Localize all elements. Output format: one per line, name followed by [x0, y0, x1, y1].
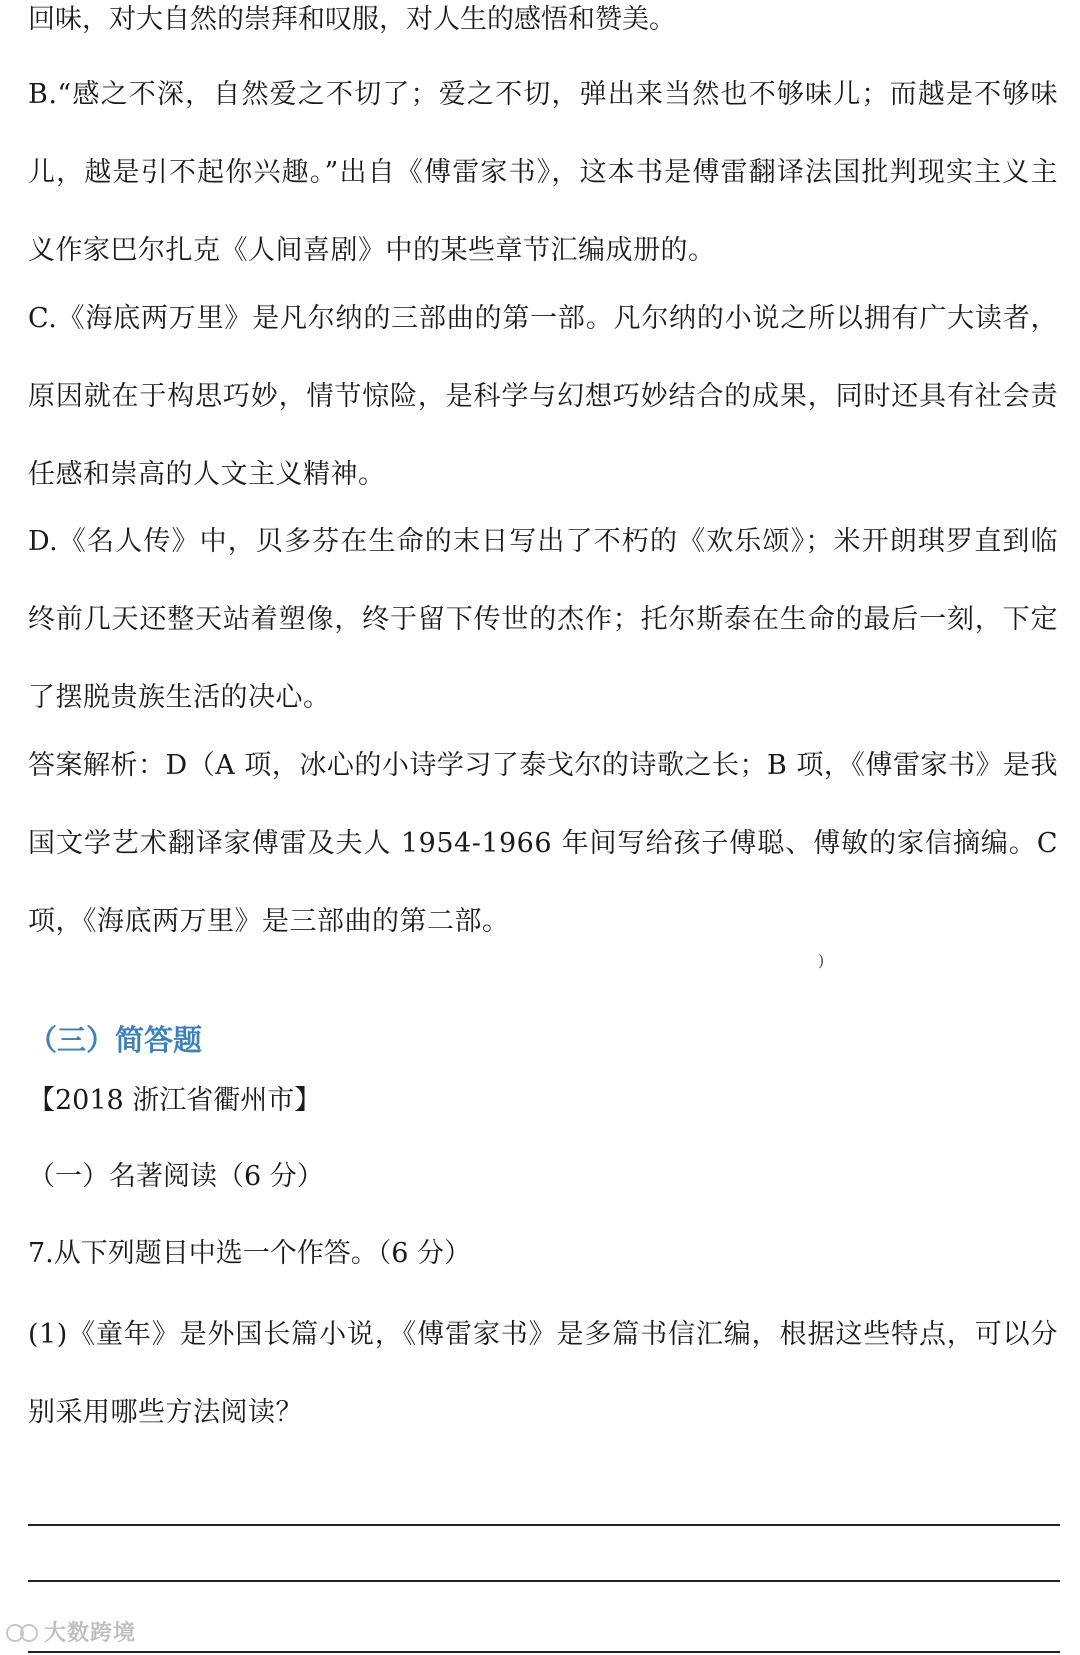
source-label: 【2018 浙江省衢州市】 [28, 1085, 322, 1116]
answer-line-1 [28, 1524, 1060, 1526]
watermark [6, 1616, 136, 1647]
section-heading: （三）简答题 [28, 1023, 203, 1057]
subsection-title: （一）名著阅读（6 分） [28, 1161, 324, 1192]
answer-line-3 [28, 1651, 1060, 1653]
answer-line-2 [28, 1580, 1060, 1582]
answer-explanation-text: 答案解析：D（A 项，冰心的小诗学习了泰戈尔的诗歌之长；B 项，《傅雷家书》是我国文学艺术翻译家傅雷及夫人 1954-1966 年间写给孩子傅聪、傅敏的家信摘编。C 项，《海底两万里》是三部曲的第二部。 [28, 750, 1058, 937]
sub-question-text: (1)《童年》是外国长篇小说，《傅雷家书》是多篇书信汇编，根据这些特点，可以分别采用哪些方法阅读？ [28, 1319, 1058, 1428]
option-b-text: B.“感之不深，自然爱之不切了；爱之不切，弹出来当然也不够味儿；而越是不够味儿，越是引不起你兴趣。”出自《傅雷家书》，这本书是傅雷翻译法国批判现实主义主义作家巴尔扎克《人间喜剧》中的某些章节汇编成册的。 [28, 79, 1058, 266]
option-c-text: C.《海底两万里》是凡尔纳的三部曲的第一部。凡尔纳的小说之所以拥有广大读者，原因就在于构思巧妙，情节惊险，是科学与幻想巧妙结合的成果，同时还具有社会责任感和崇高的人文主义精神。 [28, 303, 1058, 490]
paragraph-intro-tail: 回味，对大自然的崇拜和叹服，对人生的感悟和赞美。 [28, 4, 676, 35]
watermark-text: 大数跨境 [44, 1621, 137, 1646]
watermark-logo-icon [6, 1620, 40, 1644]
question-title: 7.从下列题目中选一个作答。（6 分） [28, 1238, 472, 1269]
option-d-text: D.《名人传》中，贝多芬在生命的末日写出了不朽的《欢乐颂》；米开朗琪罗直到临终前几天还整天站着塑像，终于留下传世的杰作；托尔斯泰在生命的最后一刻，下定了摆脱贵族生活的决心。 [28, 526, 1058, 713]
stray-mark: ) [818, 951, 825, 970]
